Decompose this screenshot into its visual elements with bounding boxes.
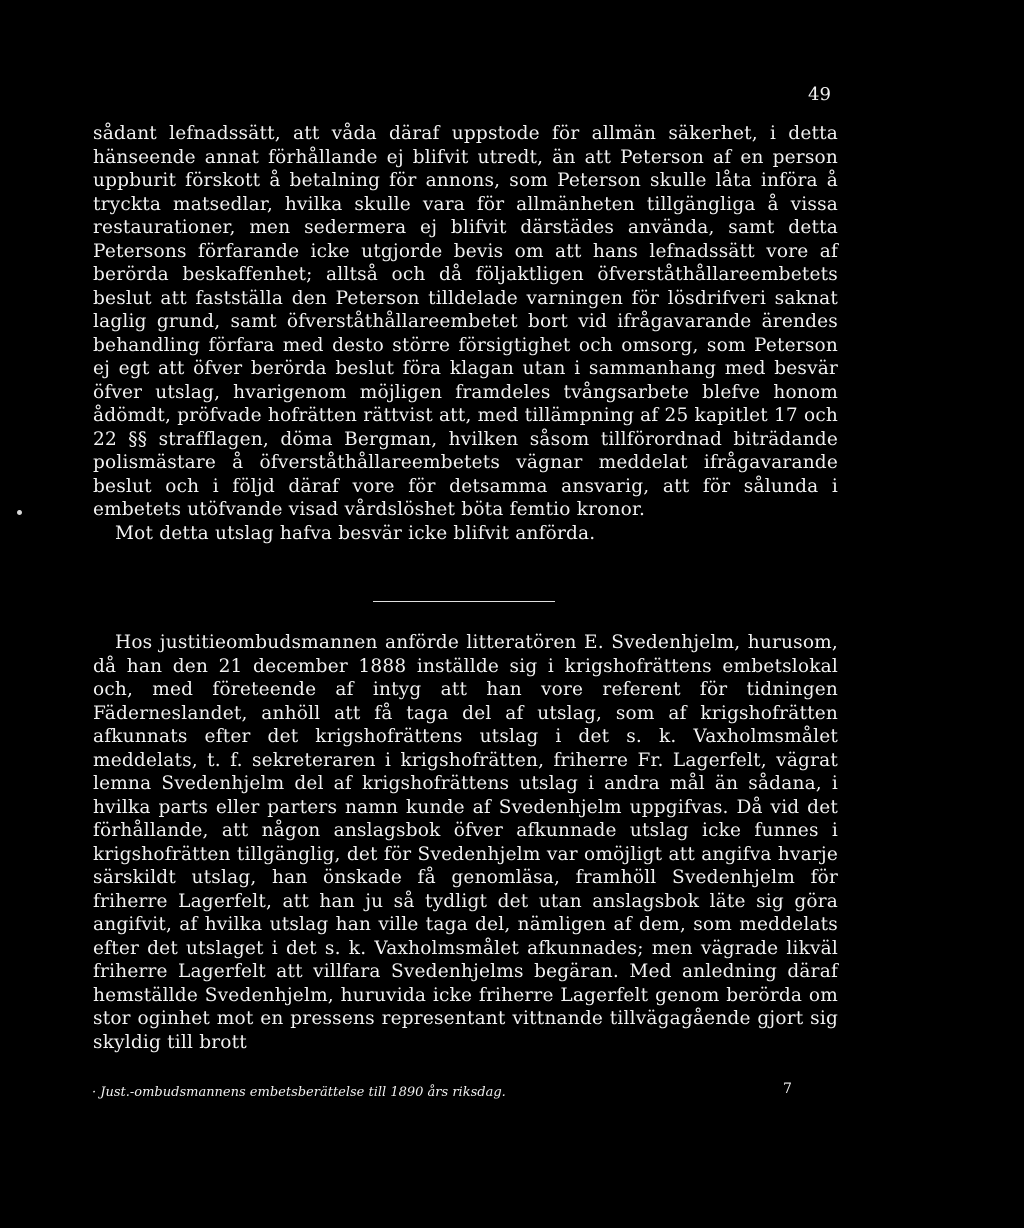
upper-text-block: [93, 122, 838, 545]
footer-source-line: · Just.-ombudsmannens embetsberättelse till 1890 års riksdag.: [92, 1085, 506, 1100]
section-separator: [373, 601, 555, 602]
page-number: 49: [808, 84, 831, 105]
paragraph-verdict: sådant lefnadssätt, att våda däraf uppstode för allmän säkerhet, i detta hänseende annat förhållande ej blifvit utredt, än att Peterson af en person uppburit förskott å betalning för annons, som Peterson skulle låta införa å tryckta matsedlar, hvilka skulle vara för allmänheten tillgängliga å vissa restaurationer, men sedermera ej blifvit därstädes använda, samt detta Petersons förfarande icke utgjorde bevis om att hans lefnadssätt vore af berörda beskaffenhet; alltså och då följaktligen öfverståthållareembetets beslut att fastställa den Peterson tilldelade varningen för lösdrifveri saknat laglig grund, samt öfverståthållareembetet bort vid ifrågavarande ärendes behandling förfara med desto större försigtighet och omsorg, som Peterson ej egt att öfver berörda beslut föra klagan utan i sammanhang med besvär öfver utslag, hvarigenom möjligen framdeles tvångsarbete blefve honom ådömdt, pröfvade hofrätten rättvist att, med tillämpning af 25 kapitlet 17 och 22 §§ strafflagen, döma Bergman, hvilken såsom tillförordnad biträdande polismästare å öfverståthållareembetets vägnar meddelat ifrågavarande beslut och i följd däraf vore för detsamma ansvarig, att för sålunda i embetets utöfvande visad vårdslöshet böta femtio kronor.: [93, 123, 838, 520]
paragraph-svedenhjelm-complaint: Hos justitieombudsmannen anförde litteratören E. Svedenhjelm, hurusom, då han den 21 december 1888 inställde sig i krigshofrättens embetslokal och, med företeende af intyg att han vore referent för tidningen Fäderneslandet, anhöll att få taga del af utslag, som af krigshofrätten afkunnats efter det krigshofrättens utslag i det s. k. Vaxholmsmålet meddelats, t. f. sekreteraren i krigshofrätten, friherre Fr. Lagerfelt, vägrat lemna Svedenhjelm del af krigshofrättens utslag i andra mål än sådana, i hvilka parts eller parters namn kunde af Svedenhjelm uppgifvas. Då vid det förhållande, att någon anslagsbok öfver afkunnade utslag icke funnes i krigshofrätten tillgänglig, det för Svedenhjelm var omöjligt att angifva hvarje särskildt utslag, han önskade få genomläsa, framhöll Svedenhjelm för friherre Lagerfelt, att han ju så tydligt det utan anslagsbok läte sig göra angifvit, af hvilka utslag han ville taga del, nämligen af dem, som meddelats efter det utslaget i det s. k. Vaxholmsmålet afkunnades; men vägrade likväl friherre Lagerfelt att villfara Svedenhjelms begäran. Med anledning däraf hemställde Svedenhjelm, huruvida icke friherre Lagerfelt genom berörda om stor oginhet mot en pressens representant vittnande tillvägagående gjort sig skyldig till brott: [93, 632, 838, 1053]
signature-mark: 7: [783, 1081, 792, 1097]
margin-mark: [17, 510, 22, 515]
paragraph-no-appeal: Mot detta utslag hafva besvär icke blifvit anförda.: [115, 522, 596, 544]
lower-text-block: [93, 631, 838, 1054]
